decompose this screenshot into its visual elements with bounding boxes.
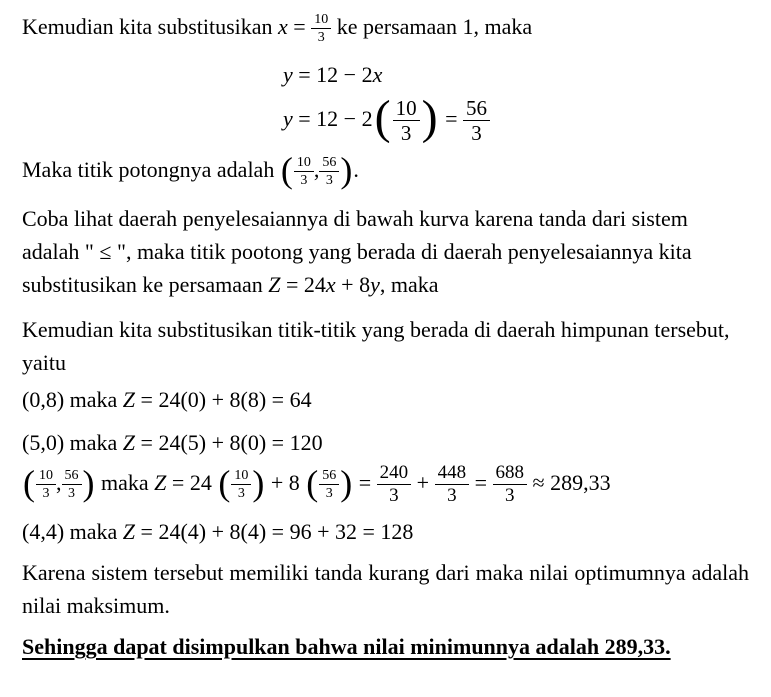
fraction-denominator: 3: [400, 121, 412, 146]
fraction-denominator: 3: [300, 173, 308, 189]
fraction-10-3: [311, 12, 331, 45]
text-run: =: [469, 469, 493, 495]
left-paren: (: [374, 90, 391, 144]
fraction-numerator: 10: [393, 97, 420, 122]
fraction-denominator: 3: [447, 485, 457, 507]
paragraph-intersection-point: [22, 149, 749, 190]
text-run: + 8: [265, 469, 306, 495]
fraction-numerator: 10: [294, 155, 314, 172]
fraction-numerator: 688: [493, 463, 528, 486]
fraction-denominator: 3: [325, 173, 333, 189]
text-run: + 8: [335, 271, 371, 297]
text-run: +: [411, 469, 435, 495]
text-run: Maka titik potongnya adalah: [22, 156, 280, 182]
fraction-688-3: [493, 463, 528, 507]
text-run: , maka: [379, 271, 439, 297]
math-variable-x: x: [325, 271, 336, 297]
fraction-numerator: 240: [377, 463, 412, 486]
text-run: .: [353, 156, 359, 182]
right-paren: ): [340, 149, 353, 190]
text-run: (5,0) maka: [22, 429, 123, 455]
paragraph-substitution-intro: [22, 10, 749, 46]
text-run: ≈ 289,33: [527, 469, 611, 495]
fraction-denominator: 3: [471, 121, 482, 146]
math-variable-x: x: [372, 61, 383, 87]
fraction-56-3: [319, 468, 339, 501]
text-run: = 12 − 2: [292, 105, 373, 131]
text-run: Kemudian kita substitusikan: [22, 14, 279, 39]
text-run: = 24: [280, 271, 326, 297]
fraction-10-3: [393, 97, 420, 145]
text-run: = 24(5) + 8(0) = 120: [135, 429, 323, 455]
text-run: =: [287, 14, 312, 39]
fraction-numerator: 448: [435, 463, 470, 486]
fraction-numerator: 10: [36, 468, 56, 485]
fraction-numerator: 10: [231, 468, 251, 485]
right-paren: ): [82, 462, 95, 503]
fraction-denominator: 3: [42, 486, 50, 502]
fraction-numerator: 10: [311, 12, 331, 29]
paragraph-optimum-conclusion: Karena sistem tersebut memiliki tanda kurang dari maka nilai optimumnya adalah nilai maksimum.: [22, 559, 749, 618]
fraction-56-3: [62, 468, 82, 501]
text-run: =: [353, 469, 377, 495]
fraction-numerator: 56: [62, 468, 82, 485]
fraction-denominator: 3: [389, 485, 399, 507]
left-paren: (: [280, 149, 293, 190]
fraction-numerator: 56: [319, 468, 339, 485]
fraction-numerator: 56: [463, 97, 490, 122]
math-variable-z: Z: [122, 518, 136, 544]
fraction-448-3: [435, 463, 470, 507]
final-conclusion: Sehingga dapat disimpulkan bahwa nilai minimunnya adalah 289,33.: [22, 633, 671, 659]
fraction-denominator: 3: [505, 485, 515, 507]
math-variable-z: Z: [268, 271, 281, 297]
fraction-denominator: 3: [325, 486, 333, 502]
text-run: = 24(4) + 8(4) = 96 + 32 = 128: [135, 518, 414, 544]
equation-y-substituted: [283, 90, 749, 146]
math-variable-y: y: [370, 271, 380, 297]
math-variable-z: Z: [154, 469, 167, 495]
comma-separator: ,: [56, 469, 62, 495]
text-run: = 24(0) + 8(8) = 64: [135, 386, 312, 412]
right-paren: ): [252, 462, 265, 503]
left-paren: (: [218, 462, 231, 503]
left-paren: (: [23, 462, 35, 503]
evaluation-line-5-0: [22, 426, 749, 459]
text-run: = 12 − 2: [292, 61, 373, 87]
fraction-denominator: 3: [68, 486, 75, 502]
text-run: = 24: [166, 469, 218, 495]
right-paren: ): [340, 462, 353, 503]
text-run: Coba lihat daerah penyelesaiannya di bawah kurva karena tanda dari sistem adalah " ≤ ", maka titik pootong yang berada di daerah penyelesaiannya kita substitusikan ke persamaan: [22, 205, 692, 297]
paragraph-region-explanation: [22, 202, 749, 301]
fraction-10-3: [294, 155, 314, 188]
text-run: (0,8) maka: [22, 386, 123, 412]
text-run: maka: [95, 469, 155, 495]
paragraph-substitute-points: Kemudian kita substitusikan titik-titik yang berada di daerah himpunan tersebut, yaitu: [22, 316, 730, 375]
fraction-10-3: [36, 468, 56, 501]
fraction-56-3: [319, 155, 339, 188]
equation-y-12-minus-2x: [283, 58, 749, 91]
math-variable-y: y: [283, 105, 293, 131]
fraction-56-3: [463, 97, 490, 145]
fraction-240-3: [377, 463, 412, 507]
text-run: (4,4) maka: [22, 518, 123, 544]
text-run: =: [439, 105, 463, 131]
evaluation-line-4-4: [22, 515, 749, 548]
right-paren: ): [421, 90, 438, 144]
fraction-denominator: 3: [317, 30, 325, 46]
comma-separator: ,: [313, 156, 320, 182]
fraction-numerator: 56: [319, 155, 339, 172]
text-run: ke persamaan 1, maka: [331, 14, 533, 39]
evaluation-line-fraction-point: [22, 463, 749, 507]
math-variable-z: Z: [122, 429, 136, 455]
left-paren: (: [306, 462, 319, 503]
math-variable-x: x: [278, 14, 288, 39]
fraction-denominator: 3: [237, 486, 245, 502]
evaluation-line-0-8: [22, 383, 749, 416]
math-variable-z: Z: [122, 386, 136, 412]
fraction-10-3: [231, 468, 251, 501]
math-variable-y: y: [283, 61, 293, 87]
